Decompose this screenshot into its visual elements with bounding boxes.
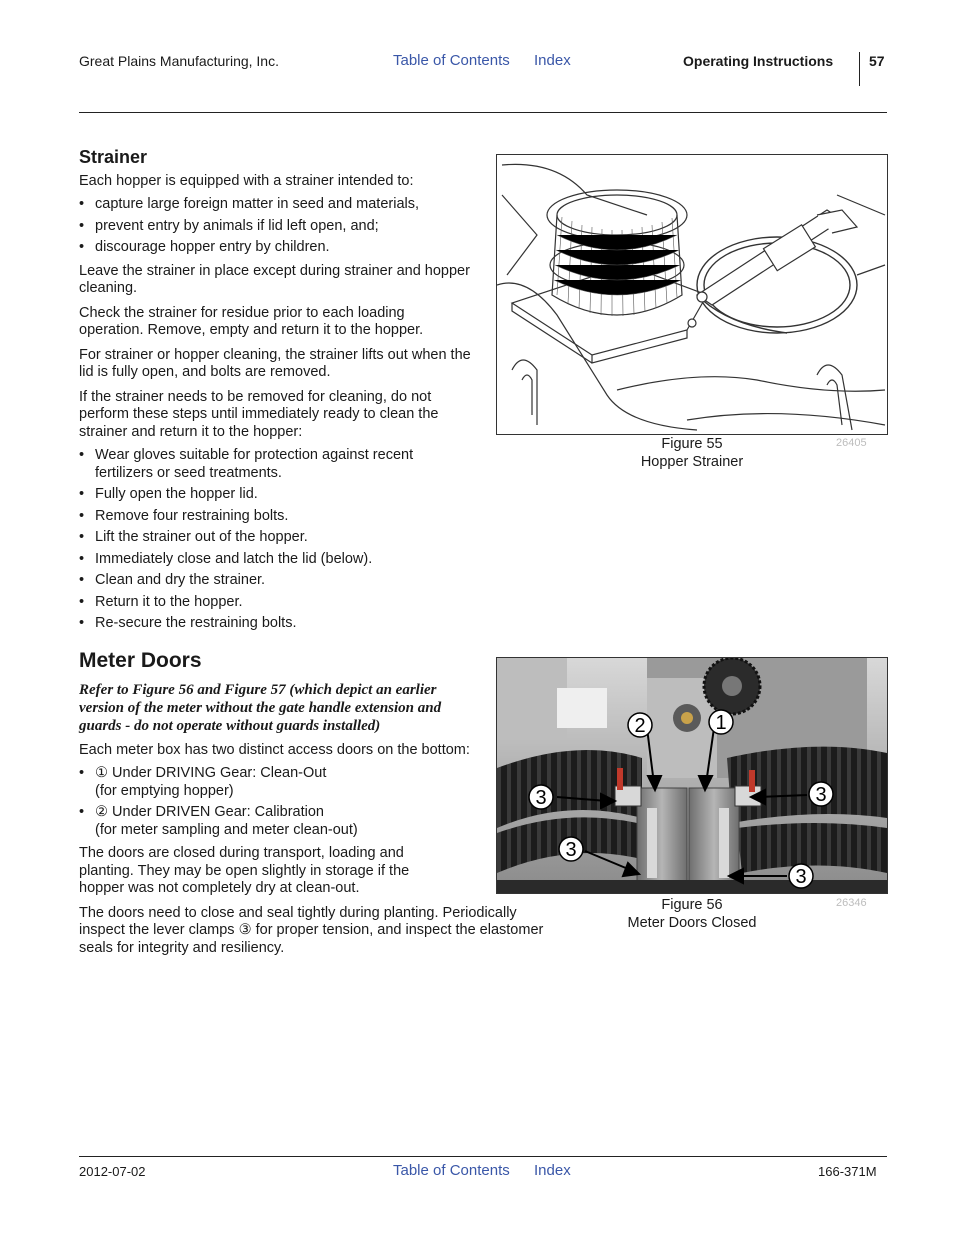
list-item: • Return it to the hopper. <box>79 594 471 612</box>
strainer-paragraph: Leave the strainer in place except during strainer and hopper cleaning. <box>79 262 470 296</box>
figure-56-meter-doors <box>496 657 888 894</box>
header-section: Operating Instructions <box>683 53 834 69</box>
strainer-purpose-list <box>79 196 471 257</box>
list-item: • Wear gloves suitable for protection against recent fertilizers or seed treatments. <box>79 447 471 482</box>
strainer-paragraph: If the strainer needs to be removed for cleaning, do not perform these steps until immediately ready to clean the strainer and return it to the hopper: <box>79 388 439 440</box>
meter-doors-list <box>79 765 471 839</box>
list-item <box>79 804 471 839</box>
page-number: 57 <box>869 53 885 69</box>
meter-doors-intro: Each meter box has two distinct access doors on the bottom: <box>79 741 470 758</box>
strainer-paragraph: For strainer or hopper cleaning, the strainer lifts out when the lid is fully open, and bolts are removed. <box>79 346 471 380</box>
meter-doors-heading: Meter Doors <box>79 649 202 672</box>
footer-index-link[interactable]: Index <box>534 1162 571 1179</box>
strainer-paragraph: Check the strainer for residue prior to each loading operation. Remove, empty and return it to the hopper. <box>79 304 424 338</box>
strainer-steps-list <box>79 447 471 633</box>
footer-doc-number: 166-371M <box>818 1164 877 1179</box>
list-item: • Fully open the hopper lid. <box>79 486 471 504</box>
list-item: • discourage hopper entry by children. <box>79 239 471 257</box>
door-purpose: (for meter sampling and meter clean-out) <box>95 821 358 838</box>
callout-3-label: 3 <box>535 787 547 809</box>
list-item: • prevent entry by animals if lid left open, and; <box>79 218 471 236</box>
callout-2-label: 2 <box>634 715 646 737</box>
figure-55-id: 26405 <box>836 437 867 449</box>
meter-doors-paragraph: The doors need to close and seal tightly during planting. Periodically inspect the lever clamps ③ for proper tension, and inspect the elastomer seals for integrity and resiliency. <box>79 904 544 956</box>
list-item: • Remove four restraining bolts. <box>79 508 471 526</box>
strainer-intro: Each hopper is equipped with a strainer intended to: <box>79 172 414 189</box>
callout-1-label: 1 <box>715 712 727 734</box>
callout-3-label: 3 <box>795 866 807 888</box>
list-item: • capture large foreign matter in seed and materials, <box>79 196 471 214</box>
meter-doors-note: Refer to Figure 56 and Figure 57 (which depict an earlier version of the meter without the gate handle extension and guards - do not operate without guards installed) <box>79 681 442 734</box>
header-rule <box>79 112 887 113</box>
header-divider <box>859 52 860 86</box>
list-item: • Clean and dry the strainer. <box>79 572 471 590</box>
door-label: • ① Under DRIVING Gear: Clean-Out <box>95 765 327 781</box>
figure-55-title: Hopper Strainer <box>640 454 744 470</box>
figure-56-number: Figure 56 <box>661 897 723 913</box>
list-item: • Immediately close and latch the lid (below). <box>79 551 471 569</box>
hopper-strainer-illustration <box>497 155 887 434</box>
figure-56-id: 26346 <box>836 897 867 909</box>
callout-3-label: 3 <box>815 784 827 806</box>
figure-56-caption <box>591 896 793 932</box>
strainer-section <box>79 149 471 639</box>
figure-55-caption <box>596 435 788 471</box>
footer-toc-link[interactable]: Table of Contents <box>393 1162 510 1179</box>
callout-3-label: 3 <box>565 839 577 861</box>
footer-rule <box>79 1156 887 1157</box>
header-company: Great Plains Manufacturing, Inc. <box>79 53 279 69</box>
meter-doors-paragraph: The doors are closed during transport, loading and planting. They may be open slightly in storage if the hopper was not completely dry at clean-out. <box>79 845 410 896</box>
meter-doors-section <box>79 649 544 964</box>
footer-date: 2012-07-02 <box>79 1164 146 1179</box>
list-item <box>79 765 471 800</box>
header-index-link[interactable]: Index <box>534 52 571 69</box>
list-item: • Lift the strainer out of the hopper. <box>79 529 471 547</box>
figure-55-number: Figure 55 <box>661 436 723 452</box>
door-purpose: (for emptying hopper) <box>95 782 234 799</box>
list-item: • Re-secure the restraining bolts. <box>79 615 471 633</box>
figure-55-hopper-strainer <box>496 154 888 435</box>
strainer-heading: Strainer <box>79 147 148 167</box>
header-toc-link[interactable]: Table of Contents <box>393 52 510 69</box>
meter-doors-photo <box>497 658 887 893</box>
figure-56-title: Meter Doors Closed <box>627 915 757 931</box>
door-label: • ② Under DRIVEN Gear: Calibration <box>95 804 324 820</box>
